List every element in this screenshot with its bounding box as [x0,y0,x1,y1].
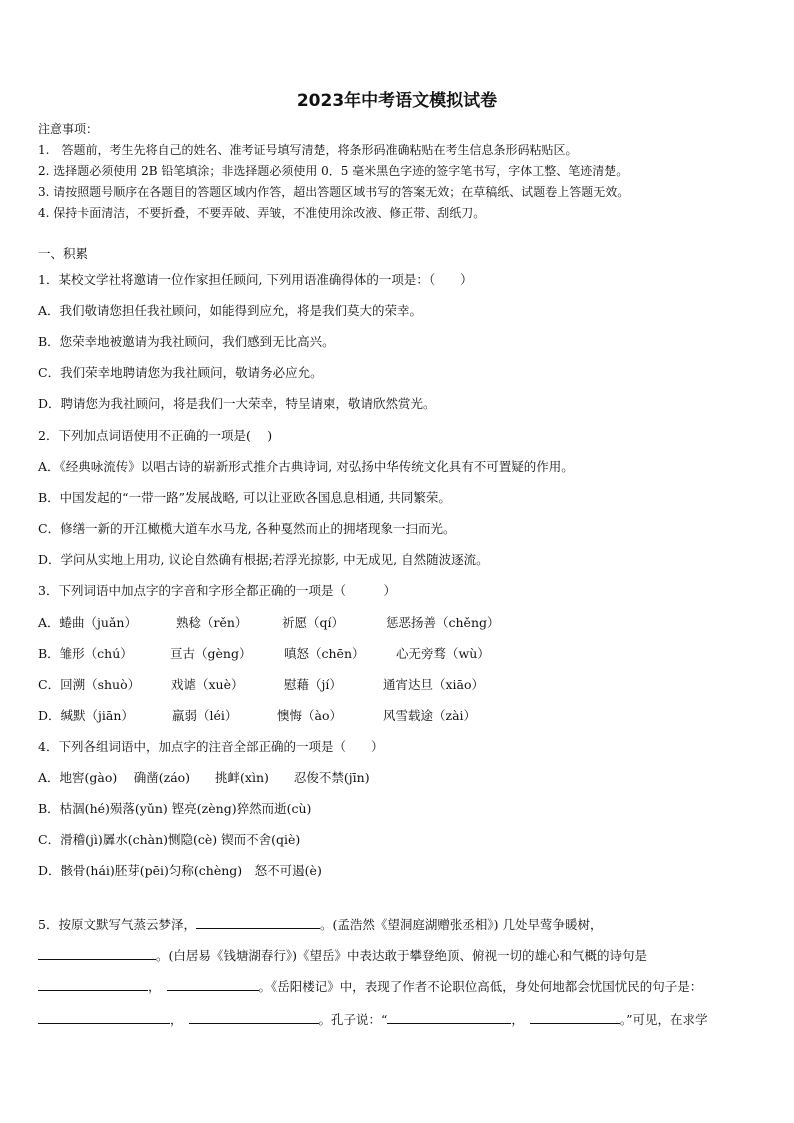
option-cell: B．雏形（chú） [38,646,133,661]
notice-item: 2. 选择题必须使用 2B 铅笔填涂；非选择题必须使用 0．5 毫米黑色字迹的签字笔书写，字体工整、笔迹清楚。 [38,164,629,178]
q5-text: 。《岳阳楼记》中，表现了作者不论职位高低，身处何地都会忧国忧民的句子是： [258,979,703,994]
answer-blank[interactable] [167,978,259,991]
option-c: C．滑稽(jì)羼水(chàn)恻隐(cè) 锲而不舍(qiè) [38,832,301,847]
option-a: A．《经典咏流传》以唱古诗的崭新形式推介古典诗词, 对弘扬中华传统文化具有不可置疑的作用。 [38,459,574,474]
answer-blank[interactable] [387,1011,511,1024]
q5-text: 。孔子说：“ [318,1012,388,1027]
question-stem: 4．下列各组词语中，加点字的注音全部正确的一项是（ ） [38,739,384,754]
answer-blank[interactable] [38,947,156,960]
option-row-c [38,677,484,693]
option-cell: 慰藉（jí） [284,677,342,692]
answer-blank[interactable] [530,1011,620,1024]
option-c: C．我们荣幸地聘请您为我社顾问，敬请务必应允。 [38,365,323,380]
answer-blank[interactable] [196,916,320,929]
answer-blank[interactable] [38,1011,170,1024]
question-stem: 1．某校文学社将邀请一位作家担任顾问, 下列用语准确得体的一项是：（ ） [38,272,473,287]
q5-line-3 [38,978,702,995]
option-cell: 惩恶扬善（chěng） [386,615,500,630]
option-cell: 心无旁骛（wù） [396,646,490,661]
q5-line-1 [38,916,602,933]
q5-text: 。”可见，在求学 [619,1012,708,1027]
option-d: D．学问从实地上用功, 议论自然确有根据;若浮光掠影, 中无成见, 自然随波逐流。 [38,552,489,567]
notice-item: 3. 请按照题号顺序在各题目的答题区域内作答，超出答题区域书写的答案无效；在草稿纸、试题卷上答题无效。 [38,185,630,199]
option-cell: 通宵达旦（xiāo） [383,677,485,692]
option-row-b [38,646,490,662]
option-a: A．我们敬请您担任我社顾问，如能得到应允，将是我们莫大的荣幸。 [38,303,423,318]
q5-text: 5．按原文默写气蒸云梦泽， [38,917,196,932]
notice-item: 4. 保持卡面清洁，不要折叠，不要弄破、弄皱，不准使用涂改液、修正带、刮纸刀。 [38,206,486,220]
q5-text: 。(孟浩然《望洞庭湖赠张丞相》) 几处早莺争暖树， [319,917,603,932]
option-cell: C．回溯（shuò） [38,677,141,692]
option-cell: D．缄默（jiān） [38,708,134,723]
option-d: D．聘请您为我社顾问，将是我们一大荣幸，特呈请柬，敬请欣然赏光。 [38,396,436,411]
option-b: B．中国发起的“一带一路”发展战略, 可以让亚欧各国息息相通, 共同繁荣。 [38,490,451,505]
option-a: A．地窖(gào) 确凿(záo) 挑衅(xìn) 忍俊不禁(jīn) [38,770,370,785]
option-d: D．骸骨(hái)胚芽(pēi)匀称(chèng) 怒不可遏(è) [38,863,322,878]
option-b: B．您荣幸地被邀请为我社顾问，我们感到无比高兴。 [38,334,335,349]
q5-text: ， [148,979,161,994]
option-cell: 风雪载途（zài） [383,708,477,723]
answer-blank[interactable] [38,978,148,991]
option-cell: 懊悔（ào） [277,708,342,723]
q5-line-2 [38,947,647,964]
notice-item: 1. 答题前，考生先将自己的姓名、准考证号填写清楚，将条形码准确粘贴在考生信息条形码粘贴区。 [38,143,578,157]
notice-heading: 注意事项： [38,122,99,136]
question-stem: 2．下列加点词语使用不正确的一项是( ) [38,428,273,443]
q5-text: ， [170,1012,183,1027]
q5-text: ， [511,1012,524,1027]
option-row-d [38,708,476,724]
option-cell: 嗔怒（chēn） [284,646,365,661]
option-cell: 戏谑（xuè） [171,677,244,692]
option-b: B．枯涸(hé)殒落(yǔn) 铿亮(zèng)猝然而逝(cù) [38,801,312,816]
option-cell: A．蜷曲（juǎn） [38,615,137,630]
option-cell: 熟稔（rěn） [176,615,248,630]
option-row-a [38,615,500,631]
option-cell: 亘古（gèng） [170,646,252,661]
section-heading: 一、积累 [38,246,89,261]
q5-text: 。(白居易《钱塘湖春行》)《望岳》中表达敢于攀登绝顶、俯视一切的雄心和气概的诗句是 [156,948,648,963]
answer-blank[interactable] [189,1011,319,1024]
option-c: C．修缮一新的开江橄榄大道车水马龙, 各种戛然而止的拥堵现象一扫而光。 [38,521,456,536]
question-stem: 3．下列词语中加点字的字音和字形全都正确的一项是（ ） [38,583,396,598]
option-cell: 祈愿（qí） [282,615,344,630]
q5-line-4 [38,1011,708,1028]
page-title: 2023年中考语文模拟试卷 [296,91,498,111]
option-cell: 羸弱（léi） [172,708,238,723]
